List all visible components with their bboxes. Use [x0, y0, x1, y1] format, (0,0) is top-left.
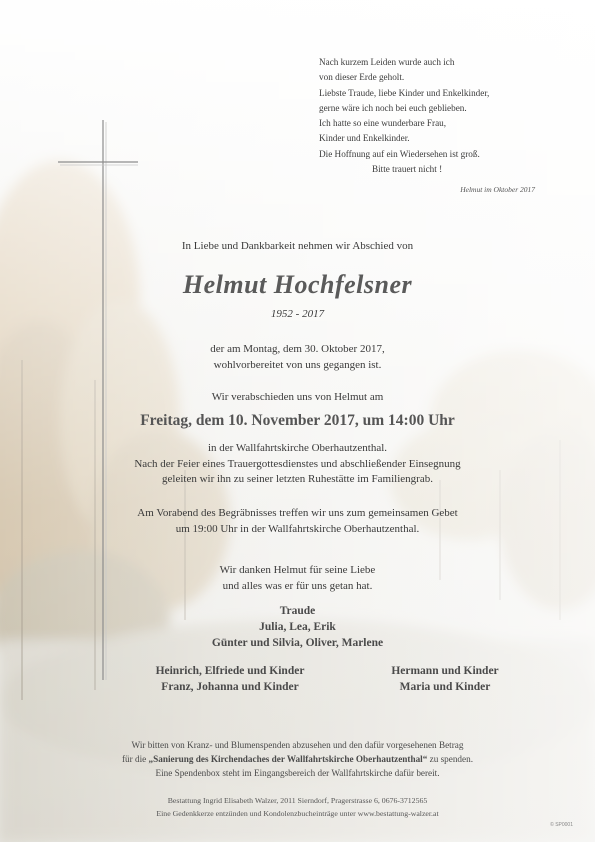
- poem-line: Die Hoffnung auf ein Wiedersehen ist groß.: [319, 148, 480, 159]
- poem: [319, 55, 569, 177]
- poem-signature: Helmut im Oktober 2017: [460, 185, 535, 194]
- mourners-right: [345, 663, 545, 695]
- mourner-name: Franz, Johanna und Kinder: [161, 681, 299, 693]
- donation-notice: [0, 738, 595, 780]
- poem-line: Nach kurzem Leiden wurde auch ich: [319, 57, 455, 67]
- service-details: [0, 441, 595, 488]
- death-line: wohlvorbereitet von uns gegangen ist.: [213, 358, 382, 371]
- death-date-block: [0, 342, 595, 373]
- poem-line: Kinder und Enkelkinder.: [319, 133, 410, 144]
- poem-line: Ich hatte so eine wunderbare Frau,: [319, 118, 447, 129]
- death-line: der am Montag, dem 30. Oktober 2017,: [210, 343, 385, 355]
- burial-line: geleiten wir ihn zu seiner letzten Ruhestätte im Familiengrab.: [162, 473, 433, 485]
- farewell-line: In Liebe und Dankbarkeit nehmen wir Abschied von: [181, 240, 414, 252]
- donation-suffix: zu spenden.: [427, 754, 473, 764]
- prayer-line: Am Vorabend des Begräbnisses treffen wir uns zum gemeinsamen Gebet: [137, 507, 458, 519]
- mourner-name: Traude: [279, 605, 316, 617]
- mourner-name: Heinrich, Elfriede und Kinder: [155, 665, 305, 677]
- document-code: © SP0001: [550, 822, 573, 828]
- poem-line: gerne wäre ich noch bei euch geblieben.: [319, 102, 467, 113]
- life-years: 1952 - 2017: [270, 308, 325, 320]
- funeral-home-footer: [0, 795, 595, 820]
- donation-line: [0, 752, 595, 766]
- burial-line: Nach der Feier eines Trauergottesdienstes und abschließender Einsegnung: [134, 457, 461, 470]
- church-line: in der Wallfahrtskirche Oberhautzenthal.: [207, 442, 388, 454]
- deceased-name: Helmut Hochfelsner: [182, 270, 413, 299]
- prayer-block: [0, 506, 595, 537]
- mourners-left: [130, 663, 330, 695]
- poem-line: Liebste Traude, liebe Kinder und Enkelkinder,: [319, 87, 490, 98]
- service-intro: Wir verabschieden uns von Helmut am: [211, 391, 384, 403]
- poem-line: von dieser Erde geholt.: [319, 72, 405, 83]
- funeral-home-address: Bestattung Ingrid Elisabeth Walzer, 2011 Sierndorf, Pragerstrasse 6, 0676-3712565: [167, 796, 428, 805]
- poem-closing: Bitte trauert nicht !: [372, 164, 443, 175]
- thanks-line: Wir danken Helmut für seine Liebe: [219, 564, 376, 576]
- donation-line: Eine Spendenbox steht im Eingangsbereich der Wallfahrtskirche dafür bereit.: [155, 768, 440, 778]
- funeral-date: Freitag, dem 10. November 2017, um 14:00 Uhr: [140, 412, 455, 429]
- mourner-name: Julia, Lea, Erik: [259, 621, 336, 633]
- mourner-name: Maria und Kinder: [399, 681, 491, 693]
- mourners-main: [0, 603, 595, 651]
- donation-prefix: für die: [122, 754, 149, 764]
- mourner-name: Hermann und Kinder: [391, 665, 499, 677]
- donation-line: Wir bitten von Kranz- und Blumenspenden abzusehen und den dafür vorgesehenen Betrag: [131, 740, 464, 750]
- donation-purpose: „Sanierung des Kirchendaches der Wallfahrtskirche Oberhautzenthal“: [148, 754, 428, 764]
- thanks-line: und alles was er für uns getan hat.: [222, 579, 373, 592]
- prayer-line: um 19:00 Uhr in der Wallfahrtskirche Oberhautzenthal.: [175, 522, 420, 535]
- thanks-block: [0, 563, 595, 594]
- mourner-name: Günter und Silvia, Oliver, Marlene: [211, 637, 384, 649]
- condolence-website: Eine Gedenkkerze entzünden und Kondolenzbucheinträge unter www.bestattung-walzer.at: [156, 808, 439, 818]
